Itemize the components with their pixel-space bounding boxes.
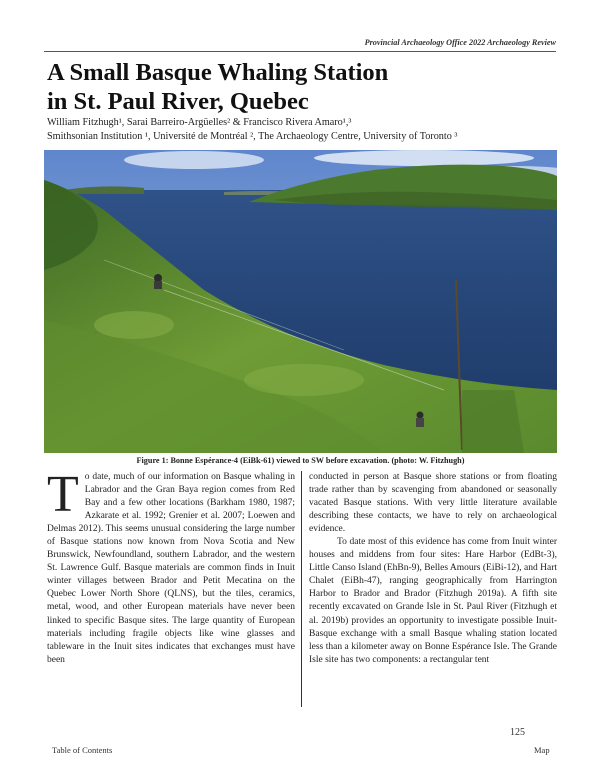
authors-line: William Fitzhugh¹, Sarai Barreiro-Argüelles² & Francisco Rivera Amaro¹,³ [47,117,352,128]
left-column [47,466,295,667]
figure-caption: Figure 1: Bonne Espérance-4 (EiBk-61) viewed to SW before excavation. (photo: W. Fitzhugh) [136,456,465,465]
person-figure [416,418,424,427]
grass-highlight [244,364,364,396]
near-bush [462,390,524,453]
body-paragraph: o date, much of our information on Basque whaling in Labrador and the Gran Baya region comes from Red Bay and a few other locations (Barkham 1980, 1987; Azkarate et al. 1992; Grenier et al. 2007; Loewen and Delmas 2012). This seems unusual considering the large number of Basque stations now known from Nova Scotia and New Brunswick, Newfoundland, southern Labrador, and the western St. Lawrence Gulf. Basque materials are common finds in Inuit winter villages between Brador and Petit Mecatina on the Quebec Lower North Shore (QLNS), but the tiles, ceramics, metal, wood, and other European materials have never been linked to specific Basque sites. The large quantity of European materials including fragile objects like wine glasses and tableware in the Inuit sites indicates that exchanges must have been [47,472,295,665]
author-block [47,116,567,143]
table-of-contents-link[interactable]: Table of Contents [52,745,113,755]
body-paragraph: To date most of this evidence has come from Inuit winter houses and middens from four sites: Hare Harbor (EdBt-3), Little Canso Island (EhBn-9), Belles Amours (EiBi-12), and Hart Chalet (EiBh-47), ranging geographically from Harrington Harbor to Brador and Brador (Fitzhugh 2019a). A fifth site recently excavated on Grande Isle in St. Paul River (Fitzhugh et al. 2019b) provides an opportunity to investigate possible Inuit-Basque exchange with a small Basque whaling station located less than a kilometer away on Bonne Espérance Isle. The Grande Isle site has two components: a rectangular tent [309,537,558,665]
body-paragraph: conducted in person at Basque shore stations or from floating trade rather than by scavenging from abandoned or seasonally vacated Basque stations. With very little literature available describing these contacts, we have to rely on archaeological evidence. [309,472,557,535]
affiliations-line: Smithsonian Institution ¹, Université de Montréal ², The Archaeology Centre, University of Toronto ³ [47,130,458,142]
journal-header: Provincial Archaeology Office 2022 Archaeology Review [364,38,556,47]
cloud [124,151,264,169]
person-figure [154,274,162,282]
person-figure [154,281,162,289]
figure-photo [44,150,557,453]
map-link[interactable]: Map [534,745,550,755]
page-number: 125 [510,727,525,738]
grass-highlight [94,311,174,339]
dropcap: T [47,466,79,523]
cloud [314,150,534,166]
header-rule [44,51,556,52]
landscape-illustration [44,150,557,453]
person-figure [417,412,424,419]
column-divider [301,471,302,707]
article-title [47,58,567,116]
right-column [309,471,557,667]
title-line-2: in St. Paul River, Quebec [47,88,309,115]
title-line-1: A Small Basque Whaling Station [47,59,389,86]
